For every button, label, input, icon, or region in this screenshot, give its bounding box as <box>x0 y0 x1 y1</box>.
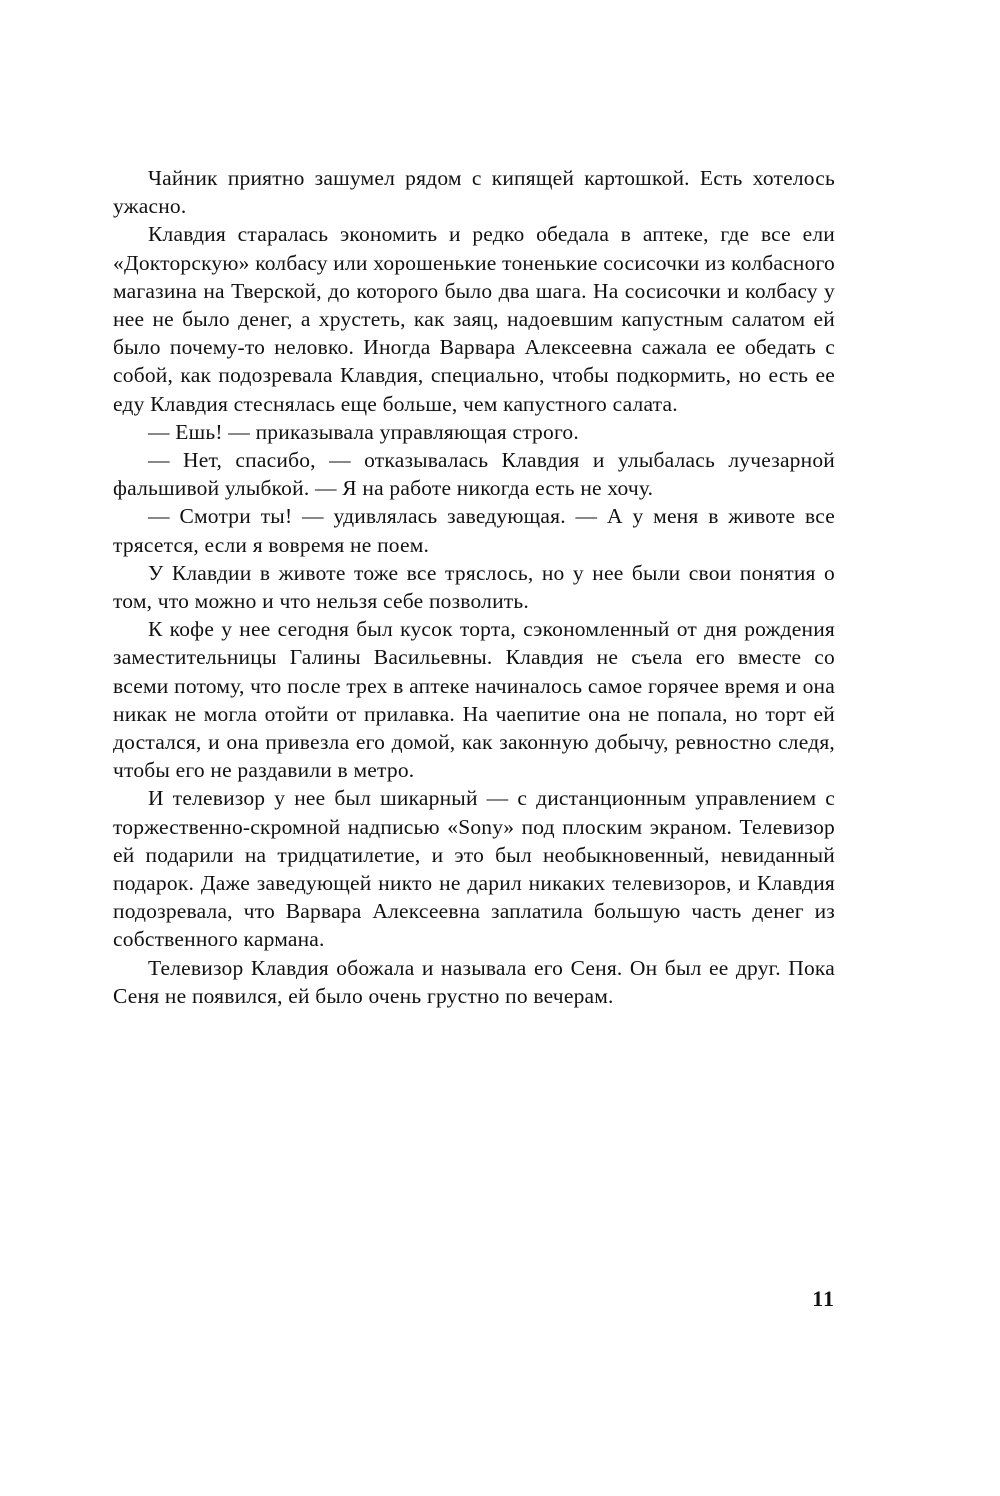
paragraph: — Ешь! — приказывала управляющая строго. <box>148 419 579 444</box>
paragraph: — Нет, спасибо, — отказывалась Клавдия и улыбалась лучезарной фальшивой улыбкой. — Я на работе никогда есть не хочу. <box>113 448 835 501</box>
paragraph: Чайник приятно зашумел рядом с кипящей картошкой. Есть хотелось ужасно. <box>113 166 835 219</box>
paragraph: Телевизор Клавдия обожала и называла его Сеня. Он был ее друг. Пока Сеня не появился, ей было очень грустно по вечерам. <box>113 955 835 1008</box>
paragraph: — Смотри ты! — удивлялась заведующая. — А у меня в животе все трясется, если я вовремя не поем. <box>113 504 835 557</box>
paragraph: К кофе у нее сегодня был кусок торта, сэкономленный от дня рождения заместительницы Галины Васильевны. Клавдия не съела его вместе со всеми потому, что после трех в аптеке начиналось самое горячее время и она никак не могла отойти от прилавка. На чаепитие она не попала, но торт ей достался, и она привезла его домой, как законную добычу, ревностно следя, чтобы его не раздавили в метро. <box>113 617 835 783</box>
paragraph: И телевизор у нее был шикарный — с дистанционным управлением с торжественно-скромной надписью «Sony» под плоским экраном. Телевизор ей подарили на тридцатилетие, и это был необыкновенный, невиданный подарок. Даже заведующей никто не дарил никаких телевизоров, и Клавдия подозревала, что Варвара Алексеевна заплатила большую часть денег из собственного кармана. <box>113 786 835 952</box>
page-text <box>113 164 835 1010</box>
paragraph: Клавдия старалась экономить и редко обедала в аптеке, где все ели «Докторскую» колбасу или хорошенькие тоненькие сосисочки из колбасного магазина на Тверской, до которого было два шага. На сосисочки и колбасу у нее не было денег, а хрустеть, как заяц, надоевшим капустным салатом ей было почему-то неловко. Иногда Варвара Алексеевна сажала ее обедать с собой, как подозревала Клавдия, специально, чтобы подкормить, но есть ее еду Клавдия стеснялась еще больше, чем капустного салата. <box>113 222 835 416</box>
paragraph: У Клавдии в животе тоже все тряслось, но у нее были свои понятия о том, что можно и что нельзя себе позволить. <box>113 560 835 614</box>
page-number: 11 <box>812 1286 835 1311</box>
